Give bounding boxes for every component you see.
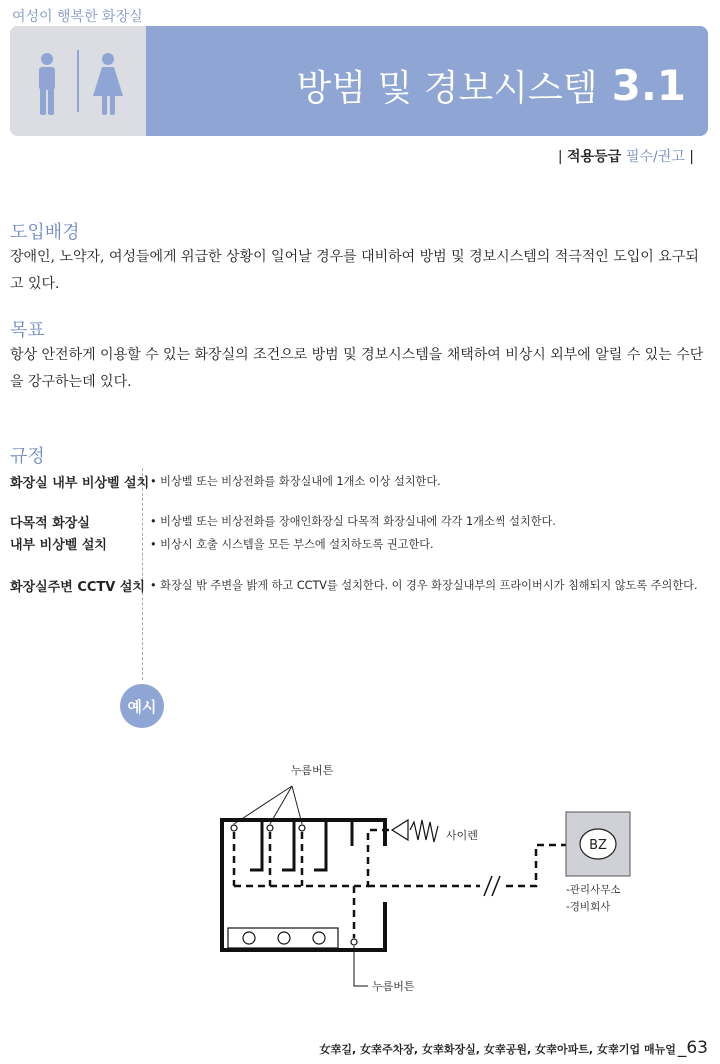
grade-label: 적용등급: [567, 149, 622, 165]
example-badge: 예시: [120, 684, 164, 728]
rule-label-1: 화장실 내부 비상벨 설치: [10, 476, 150, 491]
rule-label-3: 화장실주변 CCTV 설치: [10, 580, 145, 595]
washbasin-icon: [243, 932, 325, 944]
page-title-text: 방범 및 경보시스템: [296, 68, 598, 109]
background-heading: 도입배경: [10, 222, 80, 243]
wire-break-icon: [484, 876, 500, 896]
page-number: _63: [677, 1038, 708, 1058]
push-button-bottom-label: 누름버튼: [372, 980, 415, 993]
grade-value: 필수/권고: [626, 149, 685, 165]
background-line-1: 장애인, 노약자, 여성들에게 위급한 상황이 일어날 경우를 대비하여 방범 및 경보시스템의 적극적인 도입이 요구되: [10, 249, 699, 265]
goal-heading: 목표: [10, 320, 45, 341]
siren-icon: [392, 820, 438, 842]
goal-line-2: 을 강구하는데 있다.: [10, 374, 132, 390]
siren-label: 사이렌: [446, 829, 478, 842]
background-line-2: 고 있다.: [10, 276, 60, 292]
push-button-top-label: 누름버튼: [290, 764, 334, 777]
rule-item-3-1: • 화장실 밖 주변을 밝게 하고 CCTV를 설치한다. 이 경우 화장실내부의 프라이버시가 침해되지 않도록 주의한다.: [150, 579, 698, 592]
rule-item-1-1: • 비상벨 또는 비상전화를 화장실내에 1개소 이상 설치한다.: [150, 475, 441, 488]
office-label-2: -경비회사: [566, 901, 611, 913]
regulations-heading: 규정: [10, 446, 45, 467]
alarm-wiring: [234, 830, 566, 938]
footer: [319, 1038, 708, 1058]
office-label-1: -관리사무소: [566, 884, 621, 896]
rule-label-2a: 다목적 화장실: [10, 516, 90, 531]
rule-label-2b: 내부 비상벨 설치: [10, 538, 107, 553]
buzzer-label: BZ: [589, 838, 607, 853]
washbasin-counter: [228, 928, 338, 948]
rule-item-2-2: • 비상시 호출 시스템을 모든 부스에 설치하도록 권고한다.: [150, 538, 434, 551]
section-number: 3.1: [611, 61, 686, 110]
rule-item-2-1: • 비상벨 또는 비상전화를 장애인화장실 다목적 화장실내에 각각 1개소씩 설치한다.: [150, 515, 556, 528]
series-label: 여성이 행복한 화장실: [12, 9, 143, 25]
goal-line-1: 항상 안전하게 이용할 수 있는 화장실의 조건으로 방범 및 경보시스템을 채택하여 비상시 외부에 알릴 수 있는 수단: [10, 347, 704, 363]
application-grade: | 적용등급 필수/권고 |: [557, 149, 694, 165]
footer-text: 女幸길, 女幸주차장, 女幸화장실, 女幸공원, 女幸아파트, 女幸기업 매뉴얼: [319, 1043, 676, 1056]
